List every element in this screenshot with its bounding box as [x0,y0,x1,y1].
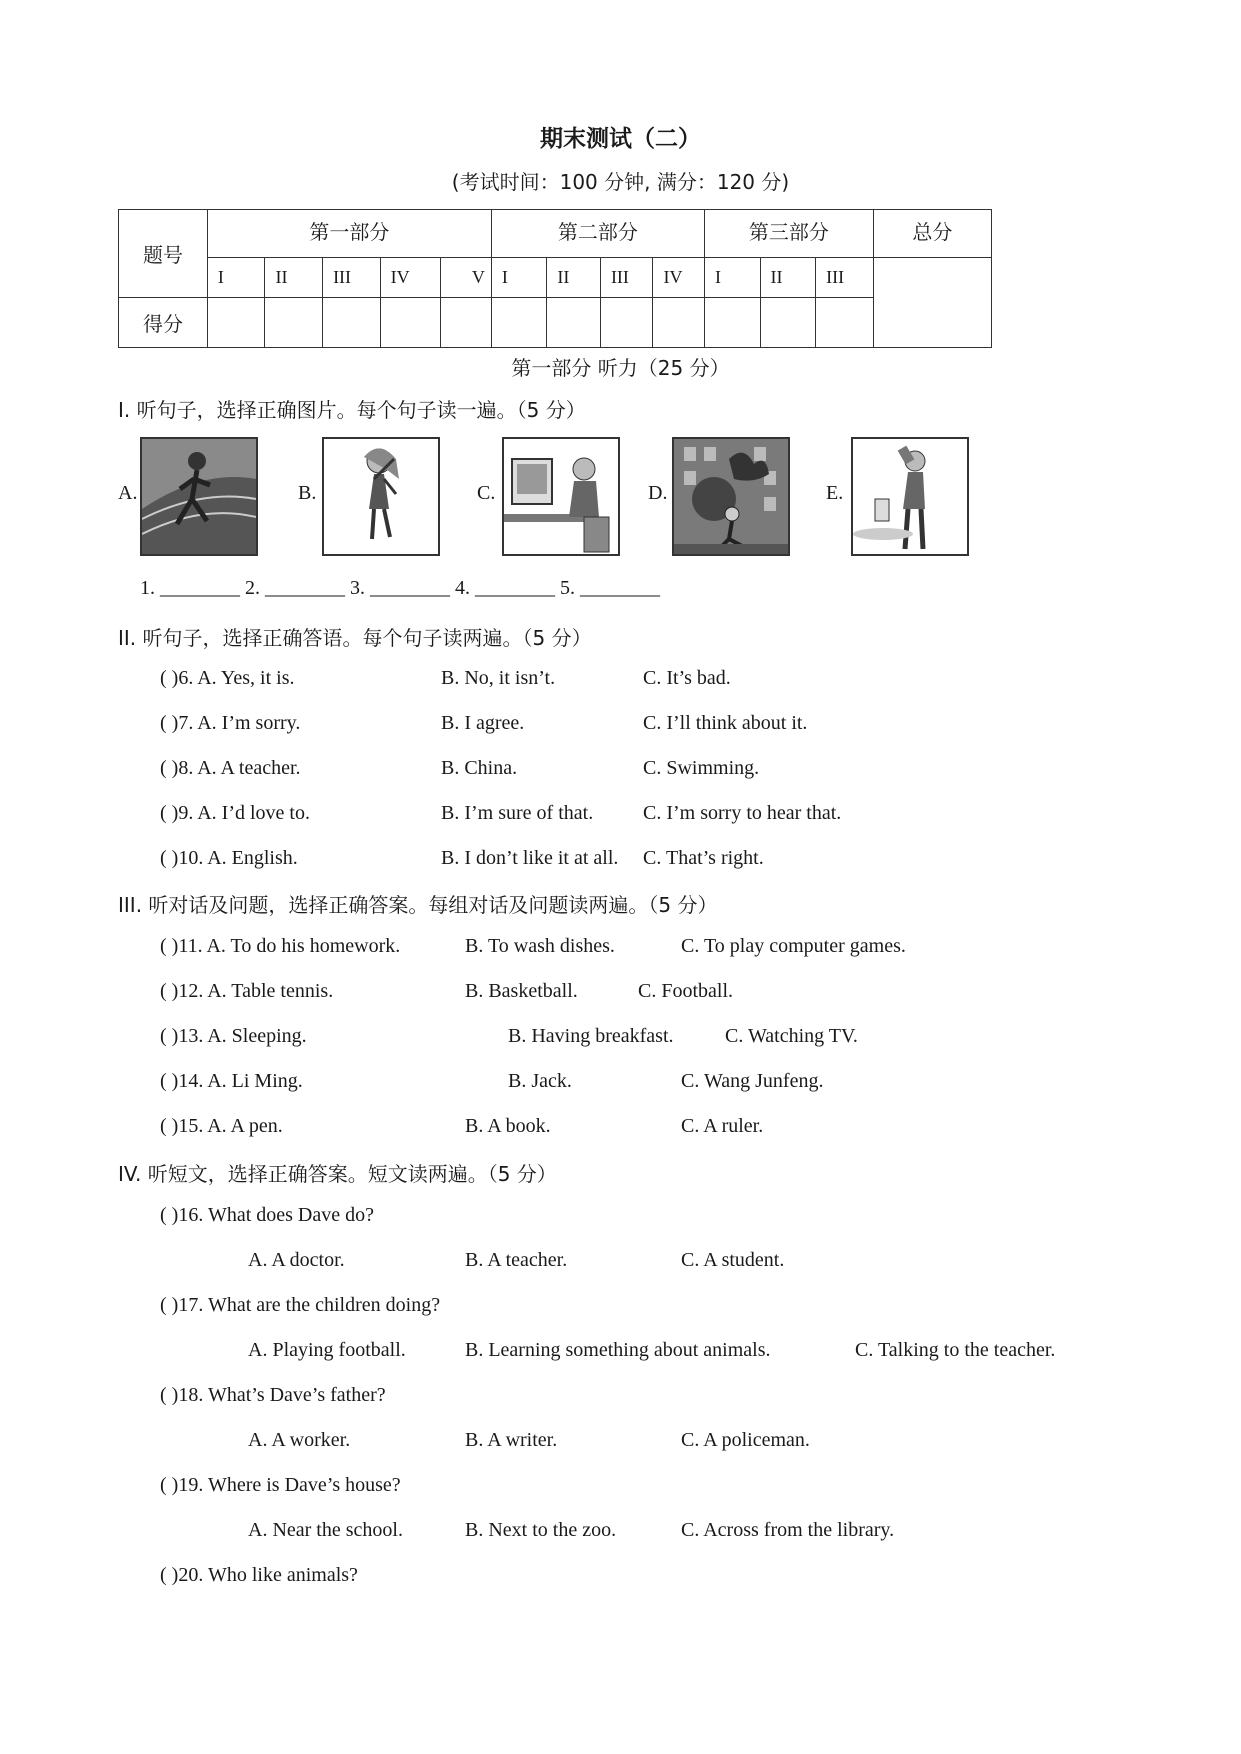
picture-label-d: D. [648,482,668,504]
question-18-option-b[interactable]: B. A writer. [465,1429,558,1451]
score-cell[interactable] [547,298,601,348]
question-15-option-c[interactable]: C. A ruler. [681,1115,764,1137]
question-8-option-c[interactable]: C. Swimming. [643,757,760,779]
section2-heading: II. 听句子，选择正确答语。每个句子读两遍。（5 分） [118,626,592,650]
question-19-option-c[interactable]: C. Across from the library. [681,1519,895,1541]
col-part2-ii: II [547,258,601,298]
score-cell[interactable] [491,298,547,348]
question-11-option-c[interactable]: C. To play computer games. [681,935,906,957]
question-13-option-b[interactable]: B. Having breakfast. [508,1025,674,1047]
picture-answer-line[interactable]: 1. ________ 2. ________ 3. ________ 4. ________ 5. ________ [140,577,660,599]
total-score-cell[interactable] [873,258,991,348]
question-8-option-b[interactable]: B. China. [441,757,518,779]
score-cell[interactable] [380,298,441,348]
question-19-stem: ( )19. Where is Dave’s house? [160,1474,401,1496]
part1-title: 第一部分 听力（25 分） [511,356,730,380]
question-10-option-a[interactable]: ( )10. A. English. [160,847,298,869]
picture-label-b: B. [298,482,317,504]
running-boy-image [140,437,258,556]
question-6-option-a[interactable]: ( )6. A. Yes, it is. [160,667,295,689]
col-part1-v: V [441,258,492,298]
question-17-option-b[interactable]: B. Learning something about animals. [465,1339,771,1361]
score-cell[interactable] [600,298,653,348]
question-number-label: 题号 [119,210,208,298]
question-16-option-a[interactable]: A. A doctor. [248,1249,345,1271]
col-part1-ii: II [265,258,323,298]
col-part3-iii: III [816,258,874,298]
picture-label-e: E. [826,482,844,504]
score-cell[interactable] [816,298,874,348]
question-18-option-a[interactable]: A. A worker. [248,1429,351,1451]
total-header: 总分 [873,210,991,258]
score-cell[interactable] [760,298,816,348]
question-17-option-a[interactable]: A. Playing football. [248,1339,406,1361]
score-cell[interactable] [265,298,323,348]
question-8-option-a[interactable]: ( )8. A. A teacher. [160,757,301,779]
page-subtitle: (考试时间：100 分钟, 满分：120 分) [451,170,790,194]
section3-heading: III. 听对话及问题，选择正确答案。每组对话及问题读两遍。（5 分） [118,893,718,917]
col-part1-iii: III [323,258,381,298]
question-14-option-c[interactable]: C. Wang Junfeng. [681,1070,824,1092]
part1-header: 第一部分 [207,210,491,258]
question-9-option-c[interactable]: C. I’m sorry to hear that. [643,802,842,824]
question-17-stem: ( )17. What are the children doing? [160,1294,441,1316]
picture-label-c: C. [477,482,496,504]
question-18-option-c[interactable]: C. A policeman. [681,1429,810,1451]
question-11-option-a[interactable]: ( )11. A. To do his homework. [160,935,401,957]
score-cell[interactable] [441,298,492,348]
question-10-option-b[interactable]: B. I don’t like it at all. [441,847,619,869]
question-9-option-b[interactable]: B. I’m sure of that. [441,802,594,824]
question-14-option-a[interactable]: ( )14. A. Li Ming. [160,1070,303,1092]
col-part2-iv: IV [653,258,705,298]
section4-heading: IV. 听短文，选择正确答案。短文读两遍。（5 分） [118,1162,557,1186]
col-part3-ii: II [760,258,816,298]
fire-building-image [672,437,790,556]
score-table [118,209,992,348]
score-cell[interactable] [207,298,265,348]
question-12-option-b[interactable]: B. Basketball. [465,980,578,1002]
boy-drinking-image [851,437,969,556]
part2-header: 第二部分 [491,210,704,258]
question-14-option-b[interactable]: B. Jack. [508,1070,572,1092]
col-part1-i: I [207,258,265,298]
col-part2-i: I [491,258,547,298]
question-7-option-c[interactable]: C. I’ll think about it. [643,712,808,734]
score-cell[interactable] [323,298,381,348]
picture-label-a: A. [118,482,138,504]
question-16-option-b[interactable]: B. A teacher. [465,1249,568,1271]
score-cell[interactable] [653,298,705,348]
question-9-option-a[interactable]: ( )9. A. I’d love to. [160,802,310,824]
question-12-option-a[interactable]: ( )12. A. Table tennis. [160,980,334,1002]
boy-at-computer-image [502,437,620,556]
question-6-option-c[interactable]: C. It’s bad. [643,667,731,689]
question-15-option-b[interactable]: B. A book. [465,1115,551,1137]
section1-heading: I. 听句子，选择正确图片。每个句子读一遍。（5 分） [118,398,586,422]
part3-header: 第三部分 [704,210,873,258]
question-11-option-b[interactable]: B. To wash dishes. [465,935,615,957]
col-part3-i: I [704,258,760,298]
question-16-stem: ( )16. What does Dave do? [160,1204,375,1226]
question-15-option-a[interactable]: ( )15. A. A pen. [160,1115,283,1137]
question-7-option-b[interactable]: B. I agree. [441,712,525,734]
question-19-option-a[interactable]: A. Near the school. [248,1519,403,1541]
col-part2-iii: III [600,258,653,298]
score-cell[interactable] [704,298,760,348]
question-6-option-b[interactable]: B. No, it isn’t. [441,667,556,689]
question-17-option-c[interactable]: C. Talking to the teacher. [855,1339,1056,1361]
question-12-option-c[interactable]: C. Football. [638,980,734,1002]
question-16-option-c[interactable]: C. A student. [681,1249,785,1271]
question-19-option-b[interactable]: B. Next to the zoo. [465,1519,617,1541]
page-title: 期末测试（二） [540,126,701,152]
question-13-option-a[interactable]: ( )13. A. Sleeping. [160,1025,307,1047]
question-7-option-a[interactable]: ( )7. A. I’m sorry. [160,712,301,734]
score-label: 得分 [119,298,208,348]
question-18-stem: ( )18. What’s Dave’s father? [160,1384,386,1406]
girl-image [322,437,440,556]
question-10-option-c[interactable]: C. That’s right. [643,847,764,869]
question-13-option-c[interactable]: C. Watching TV. [725,1025,858,1047]
col-part1-iv: IV [380,258,441,298]
question-20-stem: ( )20. Who like animals? [160,1564,358,1586]
